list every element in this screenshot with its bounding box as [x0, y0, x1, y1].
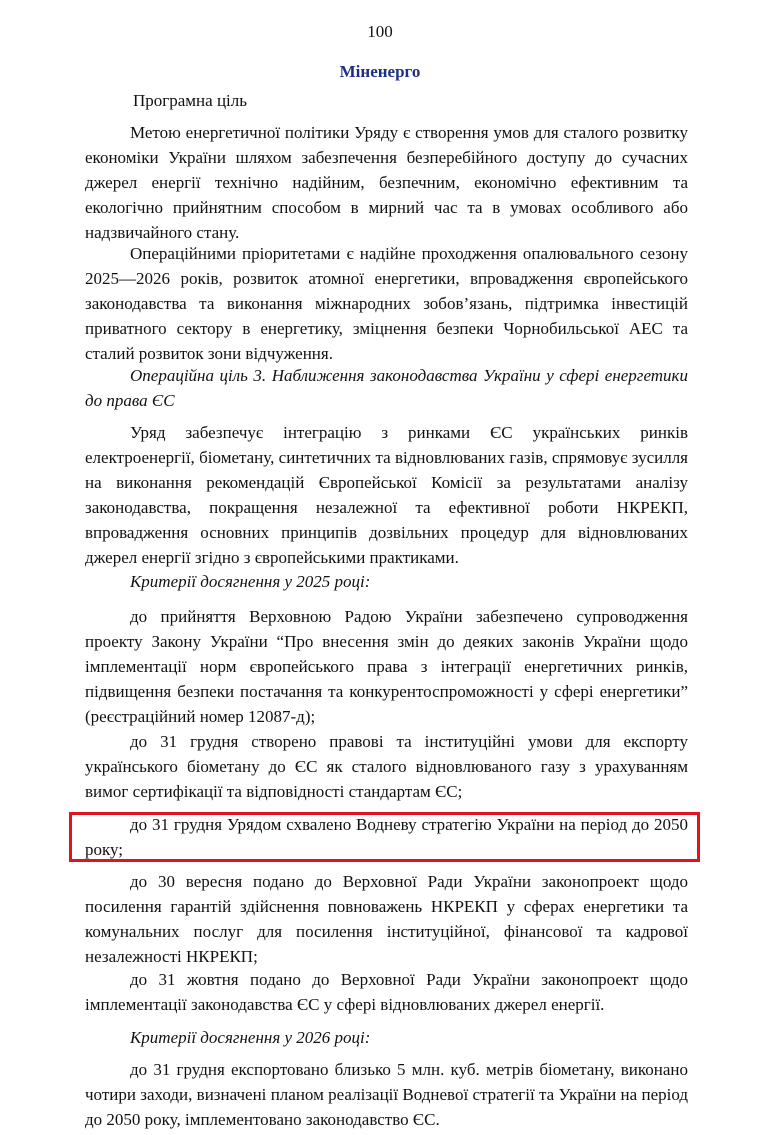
- criteria-2025-item-3: до 31 грудня Урядом схвалено Водневу стратегію України на період до 2050 року;: [85, 815, 688, 859]
- criteria-2025-item-1: до прийняття Верховною Радою України забезпечено супроводження проекту Закону України “Про внесення змін до деяких законів України щодо імплементації норм європейського права з інтеграції енергетичних ринків, підвищення безпеки постачання та конкурентоспроможності у сфері енергетики” (реєстраційний номер 12087-д);: [85, 607, 688, 726]
- program-goal-text: Метою енергетичної політики Уряду є створення умов для сталого розвитку економіки України шляхом забезпечення безперебійного доступу до сучасних джерел енергії технічно надійним, безпечним, економічно ефективним та екологічно прийнятним способом в мирний час та в умовах особливого або надзвичайного стану.: [85, 123, 688, 242]
- ministry-heading: Міненерго: [339, 62, 421, 81]
- criteria-2025-item-4: до 30 вересня подано до Верховної Ради України законопроект щодо посилення гарантій здійснення повноважень НКРЕКП у сферах енергетики та комунальних послуг для посилення інституційної, фінансової та кадрової незалежності НКРЕКП;: [85, 872, 688, 966]
- criteria-2025-heading: Критерії досягнення у 2025 році:: [130, 572, 371, 591]
- operational-goal-text: Уряд забезпечує інтеграцію з ринками ЄС українських ринків електроенергії, біометану, синтетичних та відновлюваних газів, спрямовує зусилля на виконання рекомендацій Європейської Комісії за результатами аналізу законодавства, покращення незалежної та ефективної роботи НКРЕКП, впровадження основних принципів дозвільних процедур для відновлюваних джерел енергії згідно з європейськими практиками.: [85, 423, 688, 567]
- criteria-2026-item-1: до 31 грудня експортовано близько 5 млн. куб. метрів біометану, виконано чотири заходи, визначені планом реалізації Водневої стратегії та України на період до 2050 року, імплементовано законодавство ЄС.: [85, 1060, 688, 1129]
- criteria-2026-heading: Критерії досягнення у 2026 році:: [130, 1028, 371, 1047]
- program-goal-label: Програмна ціль: [133, 91, 248, 110]
- highlight-box: [69, 812, 700, 862]
- page-number: 100: [367, 22, 393, 41]
- criteria-2025-item-5: до 31 жовтня подано до Верховної Ради України законопроект щодо імплементації законодавства ЄС у сфері відновлюваних джерел енергії.: [85, 970, 688, 1014]
- operational-goal-heading: Операційна ціль 3. Наближення законодавства України у сфері енергетики до права ЄС: [85, 366, 688, 410]
- priorities-text: Операційними пріоритетами є надійне проходження опалювального сезону 2025—2026 років, розвиток атомної енергетики, впровадження європейського законодавства та виконання міжнародних зобов’язань, підтримка інвестицій приватного сектору в енергетику, зміцнення безпеки Чорнобильської АЕС та сталий розвиток зони відчуження.: [85, 244, 688, 363]
- criteria-2025-item-2: до 31 грудня створено правові та інституційні умови для експорту українського біометану до ЄС як сталого відновлюваного газу з урахуванням вимог сертифікації та відповідності стандартам ЄС;: [85, 732, 688, 801]
